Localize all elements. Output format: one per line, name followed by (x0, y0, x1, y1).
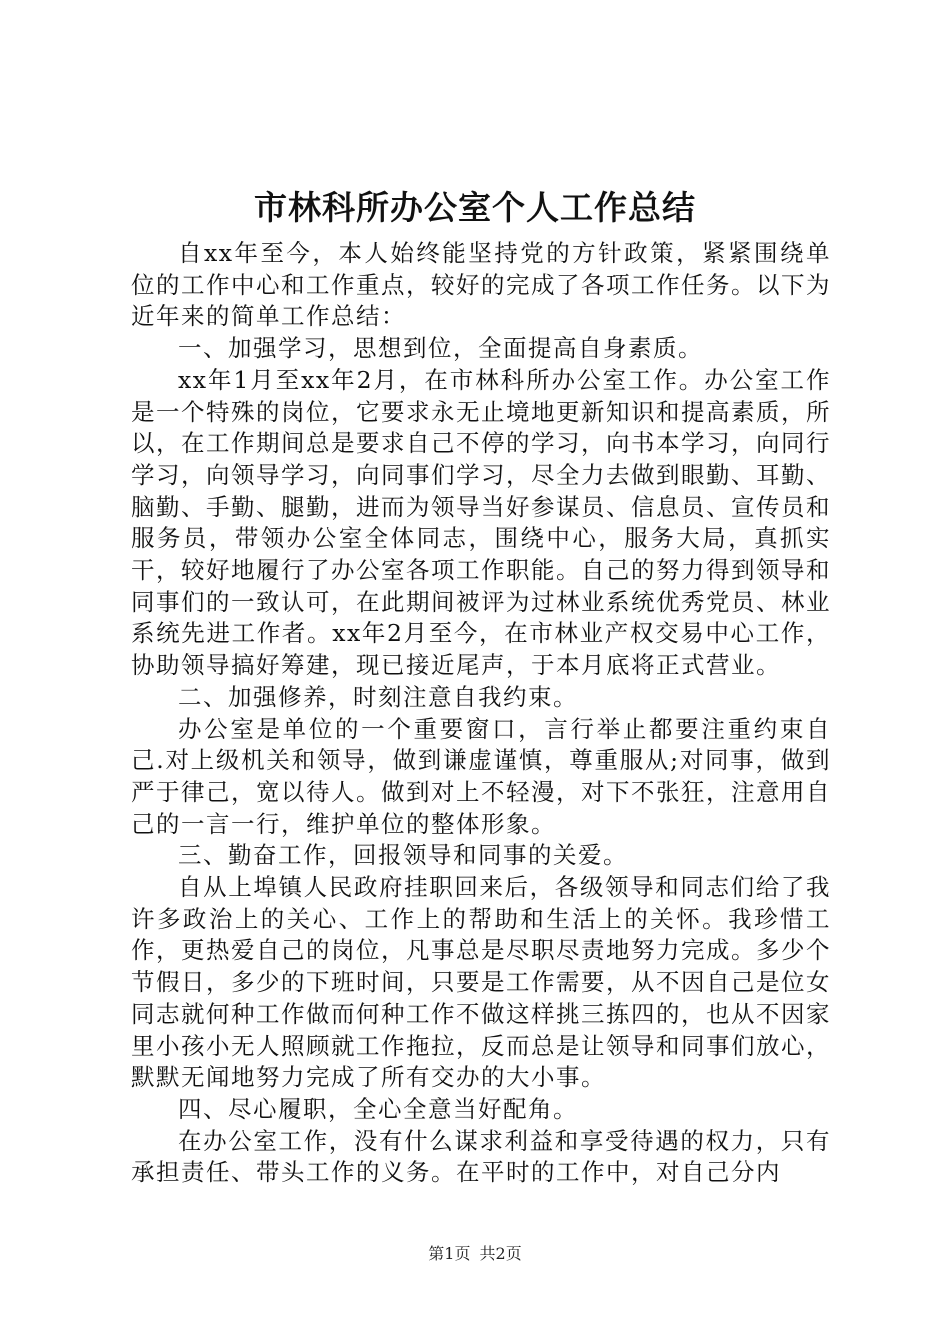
page-total: 共2页 (479, 1244, 522, 1263)
section-heading-2: 二、加强修养，时刻注意自我约束。 (178, 682, 578, 711)
paragraph-1: xx年1月至xx年2月，在市林科所办公室工作。办公室工作是一个特殊的岗位，它要求永无止境地更新知识和提高素质，所以，在工作期间总是要求自己不停的学习，向书本学习，向同行学习，向领导学习，向同事们学习，尽全力去做到眼勤、耳勤、脑勤、手勤、腿勤，进而为领导当好参谋员、信息员、宣传员和服务员，带领办公室全体同志，围绕中心，服务大局，真抓实干，较好地履行了办公室各项工作职能。自己的努力得到领导和同事们的一致认可，在此期间被评为过林业系统优秀党员、林业系统先进工作者。xx年2月至今，在市林业产权交易中心工作，协助领导搞好筹建，现已接近尾声，于本月底将正式营业。 (131, 365, 831, 680)
document-title: 市林科所办公室个人工作总结 (254, 188, 696, 227)
page-footer (0, 1243, 950, 1265)
document-body (131, 238, 831, 1189)
paragraph-4: 在办公室工作，没有什么谋求利益和享受待遇的权力，只有承担责任、带头工作的义务。在平时的工作中，对自己分内 (131, 1126, 831, 1187)
paragraph-2: 办公室是单位的一个重要窗口，言行举止都要注重约束自己.对上级机关和领导，做到谦虚谨慎，尊重服从;对同事，做到严于律己，宽以待人。做到对上不轻漫，对下不张狂，注意用自己的一言一行，维护单位的整体形象。 (131, 714, 831, 838)
page-number: 第1页 (428, 1244, 471, 1263)
section-heading-4: 四、尽心履职，全心全意当好配角。 (178, 1094, 578, 1123)
section-heading-1: 一、加强学习，思想到位，全面提高自身素质。 (178, 334, 703, 363)
paragraph-intro: 自xx年至今，本人始终能坚持党的方针政策，紧紧围绕单位的工作中心和工作重点，较好的完成了各项工作任务。以下为近年来的简单工作总结： (131, 239, 831, 331)
paragraph-3: 自从上埠镇人民政府挂职回来后，各级领导和同志们给了我许多政治上的关心、工作上的帮助和生活上的关怀。我珍惜工作，更热爱自己的岗位，凡事总是尽职尽责地努力完成。多少个节假日，多少的下班时间，只要是工作需要，从不因自己是位女同志就何种工作做而何种工作不做这样挑三拣四的，也从不因家里小孩小无人照顾就工作拖拉，反而总是让领导和同事们放心，默默无闻地努力完成了所有交办的大小事。 (131, 873, 831, 1092)
section-heading-3: 三、勤奋工作，回报领导和同事的关爱。 (178, 841, 628, 870)
